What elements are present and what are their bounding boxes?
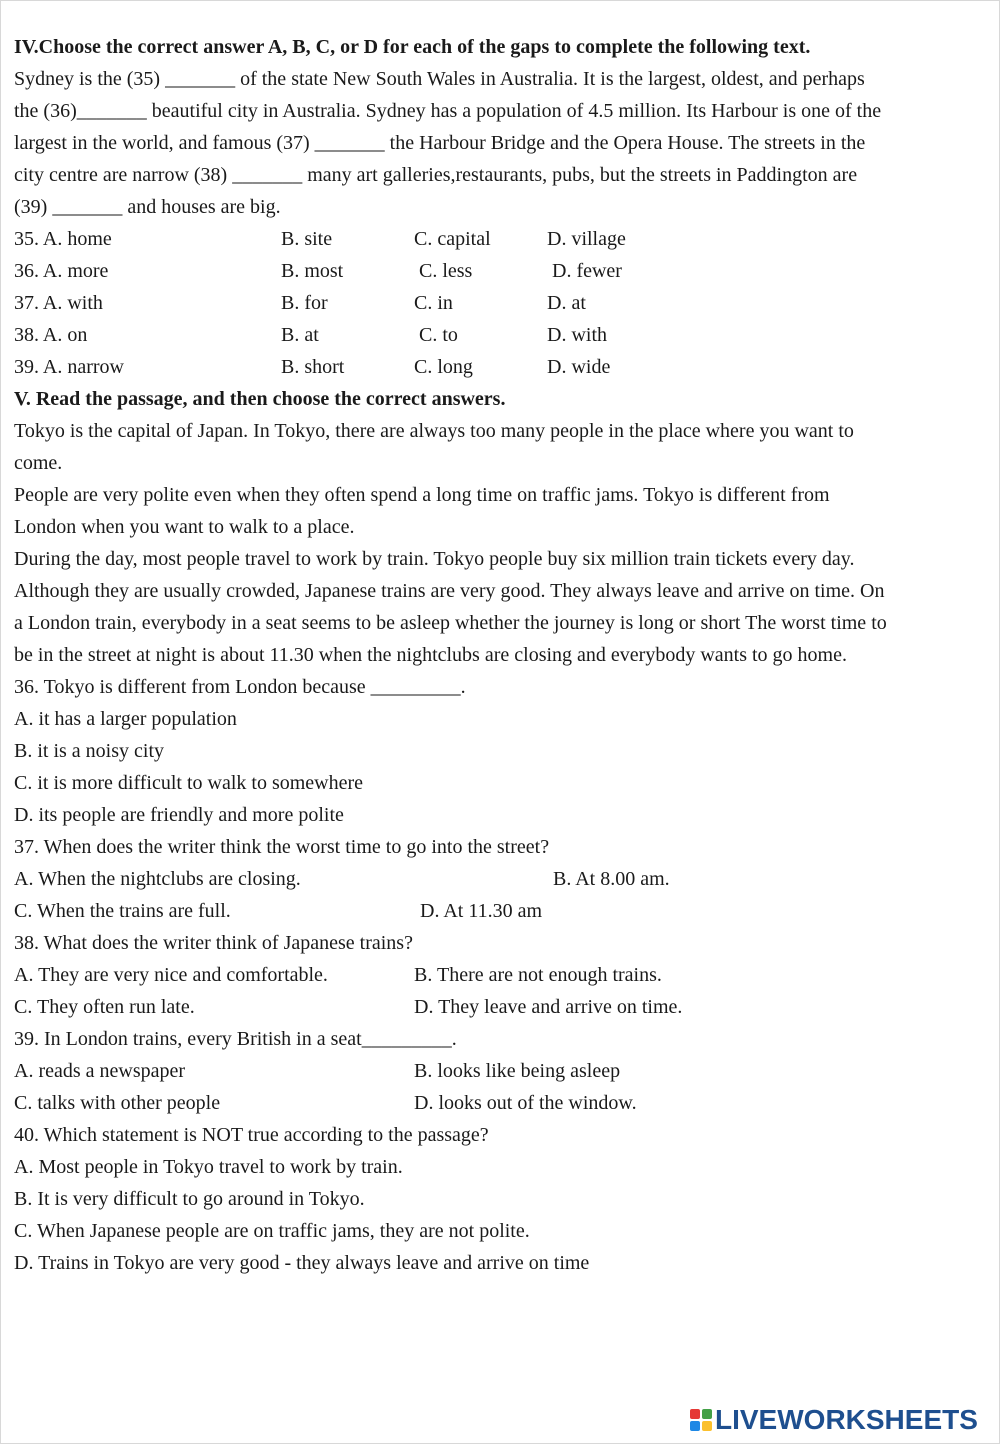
q37-option-c: C. in (414, 292, 453, 314)
q40-answer-b[interactable]: B. It is very difficult to go around in Tokyo. (14, 1188, 365, 1210)
section-5-passage-line: London when you want to walk to a place. (14, 516, 355, 538)
question-40-text: 40. Which statement is NOT true according to the passage? (14, 1124, 489, 1146)
section-4-passage-line: (39) _______ and houses are big. (14, 196, 281, 218)
q39-answer-row (14, 1055, 994, 1087)
question-38-options (14, 319, 994, 351)
section-4-passage-line: the (36)_______ beautiful city in Australia. Sydney has a population of 4.5 million. Its Harbour is one of the (14, 100, 882, 122)
q36-option-a: 36. A. more (14, 260, 109, 282)
q36-option-c: C. less (419, 260, 473, 282)
question-39-options (14, 351, 994, 383)
question-35-options (14, 223, 994, 255)
question-37-text: 37. When does the writer think the worst time to go into the street? (14, 836, 550, 858)
q38-option-b: B. at (281, 324, 319, 346)
question-39-text: 39. In London trains, every British in a seat_________. (14, 1028, 457, 1050)
q35-option-a: 35. A. home (14, 228, 112, 250)
section-4-passage-line: largest in the world, and famous (37) _______ the Harbour Bridge and the Opera House. The streets in the (14, 132, 866, 154)
q37-option-b: B. for (281, 292, 328, 314)
section-5-heading: V. Read the passage, and then choose the correct answers. (14, 388, 506, 410)
logo-square-blue (690, 1421, 700, 1431)
q36-answer-d[interactable]: D. its people are friendly and more polite (14, 804, 344, 826)
liveworksheets-logo-icon (690, 1409, 712, 1431)
section-4-passage-line: Sydney is the (35) _______ of the state New South Wales in Australia. It is the largest, oldest, and perhaps (14, 68, 865, 90)
section-5-passage-line: People are very polite even when they often spend a long time on traffic jams. Tokyo is different from (14, 484, 830, 506)
question-36-options (14, 255, 994, 287)
q37-answer-row (14, 863, 994, 895)
q37-option-d: D. at (547, 292, 586, 314)
q38-answer-a[interactable]: A. They are very nice and comfortable. (14, 964, 328, 986)
q37-answer-c[interactable]: C. When the trains are full. (14, 900, 231, 922)
question-37-options (14, 287, 994, 319)
q37-answer-d[interactable]: D. At 11.30 am (420, 900, 543, 922)
q39-answer-c[interactable]: C. talks with other people (14, 1092, 221, 1114)
q39-option-a: 39. A. narrow (14, 356, 124, 378)
worksheet-content (14, 31, 994, 1279)
q38-option-a: 38. A. on (14, 324, 88, 346)
q36-option-b: B. most (281, 260, 344, 282)
q40-answer-a[interactable]: A. Most people in Tokyo travel to work by train. (14, 1156, 403, 1178)
section-5-passage-line: a London train, everybody in a seat seems to be asleep whether the journey is long or short The worst time to (14, 612, 887, 634)
q39-option-c: C. long (414, 356, 473, 378)
q35-option-c: C. capital (414, 228, 491, 250)
q36-answer-a[interactable]: A. it has a larger population (14, 708, 237, 730)
section-5-passage-line: be in the street at night is about 11.30 when the nightclubs are closing and everybody wants to go home. (14, 644, 847, 666)
logo-square-green (702, 1409, 712, 1419)
q36-answer-b[interactable]: B. it is a noisy city (14, 740, 164, 762)
logo-square-red (690, 1409, 700, 1419)
section-4-passage-line: city centre are narrow (38) _______ many art galleries,restaurants, pubs, but the streets in Paddington are (14, 164, 858, 186)
q37-answer-a[interactable]: A. When the nightclubs are closing. (14, 868, 301, 890)
q39-answer-row (14, 1087, 994, 1119)
q39-answer-d[interactable]: D. looks out of the window. (414, 1092, 637, 1114)
q38-option-d: D. with (547, 324, 607, 346)
q39-option-d: D. wide (547, 356, 611, 378)
q40-answer-c[interactable]: C. When Japanese people are on traffic jams, they are not polite. (14, 1220, 530, 1242)
q38-answer-row (14, 959, 994, 991)
q38-answer-d[interactable]: D. They leave and arrive on time. (414, 996, 683, 1018)
question-38-text: 38. What does the writer think of Japanese trains? (14, 932, 413, 954)
q39-answer-b[interactable]: B. looks like being asleep (414, 1060, 621, 1082)
q39-option-b: B. short (281, 356, 345, 378)
q37-option-a: 37. A. with (14, 292, 103, 314)
q36-answer-c[interactable]: C. it is more difficult to walk to somewhere (14, 772, 364, 794)
q35-option-b: B. site (281, 228, 333, 250)
q39-answer-a[interactable]: A. reads a newspaper (14, 1060, 186, 1082)
logo-square-yellow (702, 1421, 712, 1431)
q38-answer-c[interactable]: C. They often run late. (14, 996, 195, 1018)
q38-option-c: C. to (419, 324, 458, 346)
q38-answer-b[interactable]: B. There are not enough trains. (414, 964, 662, 986)
q38-answer-row (14, 991, 994, 1023)
section-5-passage-line: Tokyo is the capital of Japan. In Tokyo, there are always too many people in the place where you want to (14, 420, 854, 442)
section-5-passage-line: During the day, most people travel to work by train. Tokyo people buy six million train tickets every day. (14, 548, 855, 570)
section-5-passage-line: Although they are usually crowded, Japanese trains are very good. They always leave and arrive on time. On (14, 580, 885, 602)
q37-answer-b[interactable]: B. At 8.00 am. (553, 868, 670, 890)
question-36-text: 36. Tokyo is different from London because _________. (14, 676, 466, 698)
section-4-heading: IV.Choose the correct answer A, B, C, or D for each of the gaps to complete the following text. (14, 36, 811, 58)
q37-answer-row (14, 895, 994, 927)
liveworksheets-logo (690, 1402, 978, 1438)
q35-option-d: D. village (547, 228, 626, 250)
q36-option-d: D. fewer (552, 260, 622, 282)
liveworksheets-logo-text: LIVEWORKSHEETS (715, 1404, 978, 1435)
q40-answer-d[interactable]: D. Trains in Tokyo are very good - they always leave and arrive on time (14, 1252, 590, 1274)
section-5-passage-line: come. (14, 452, 63, 474)
